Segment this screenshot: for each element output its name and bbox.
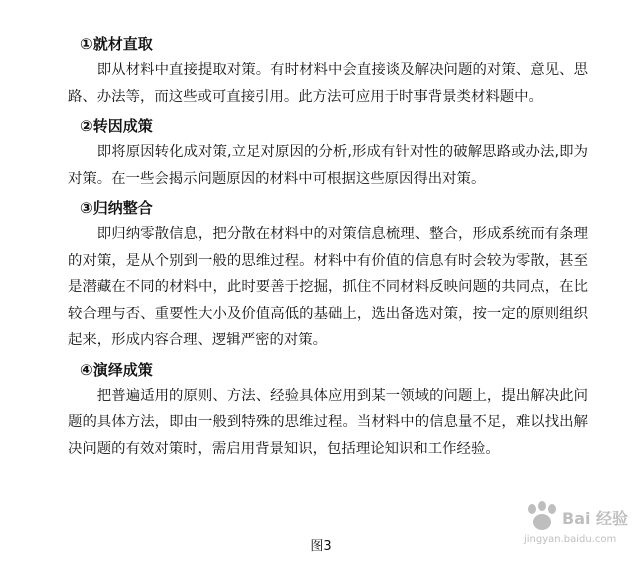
- section-heading: ④演绎成策: [80, 360, 153, 379]
- section-heading: ①就材直取: [80, 35, 153, 53]
- section-heading: ③归纳整合: [80, 199, 153, 217]
- document-content: [68, 31, 588, 465]
- section-paragraph: 把普遍适用的原则、方法、经验具体应用到某一领域的问题上，提出解决此问题的具体方法，即由一般到特殊的思维过程。当材料中的信息量不足，难以找出解决问题的有效对策时，需启用背景知识，包括理论知识和工作经验。: [68, 387, 588, 457]
- section-paragraph: 即从材料中直接提取对策。有时材料中会直接谈及解决问题的对策、意见、思路、办法等，而这些或可直接引用。此方法可应用于时事背景类材料题中。: [68, 62, 588, 105]
- section-paragraph: 即将原因转化成对策,立足对原因的分析,形成有针对性的破解思路或办法,即为对策。在一些会揭示问题原因的材料中可根据这些原因得出对策。: [68, 144, 588, 187]
- figure-caption: 图3: [310, 539, 332, 554]
- watermark-url: jingyan.baidu.com: [524, 534, 617, 545]
- section-paragraph: 即归纳零散信息，把分散在材料中的对策信息梳理、整合，形成系统而有条理的对策，是从个别到一般的思维过程。材料中有价值的信息有时会较为零散，甚至是潜藏在不同的材料中，此时要善于挖掘，抓住不同材料反映问题的共同点，在比较合理与否、重要性大小及价值高低的基础上，选出备选对策，按一定的原则组织起来，形成内容合理、逻辑严密的对策。: [68, 226, 588, 348]
- paw-logo-icon: [522, 500, 562, 534]
- section-4: [68, 357, 588, 463]
- section-heading: ②转因成策: [80, 117, 153, 135]
- section-2: [68, 113, 588, 192]
- watermark-text: Bai 经验: [562, 509, 629, 528]
- section-3: [68, 195, 588, 354]
- section-1: [68, 31, 588, 110]
